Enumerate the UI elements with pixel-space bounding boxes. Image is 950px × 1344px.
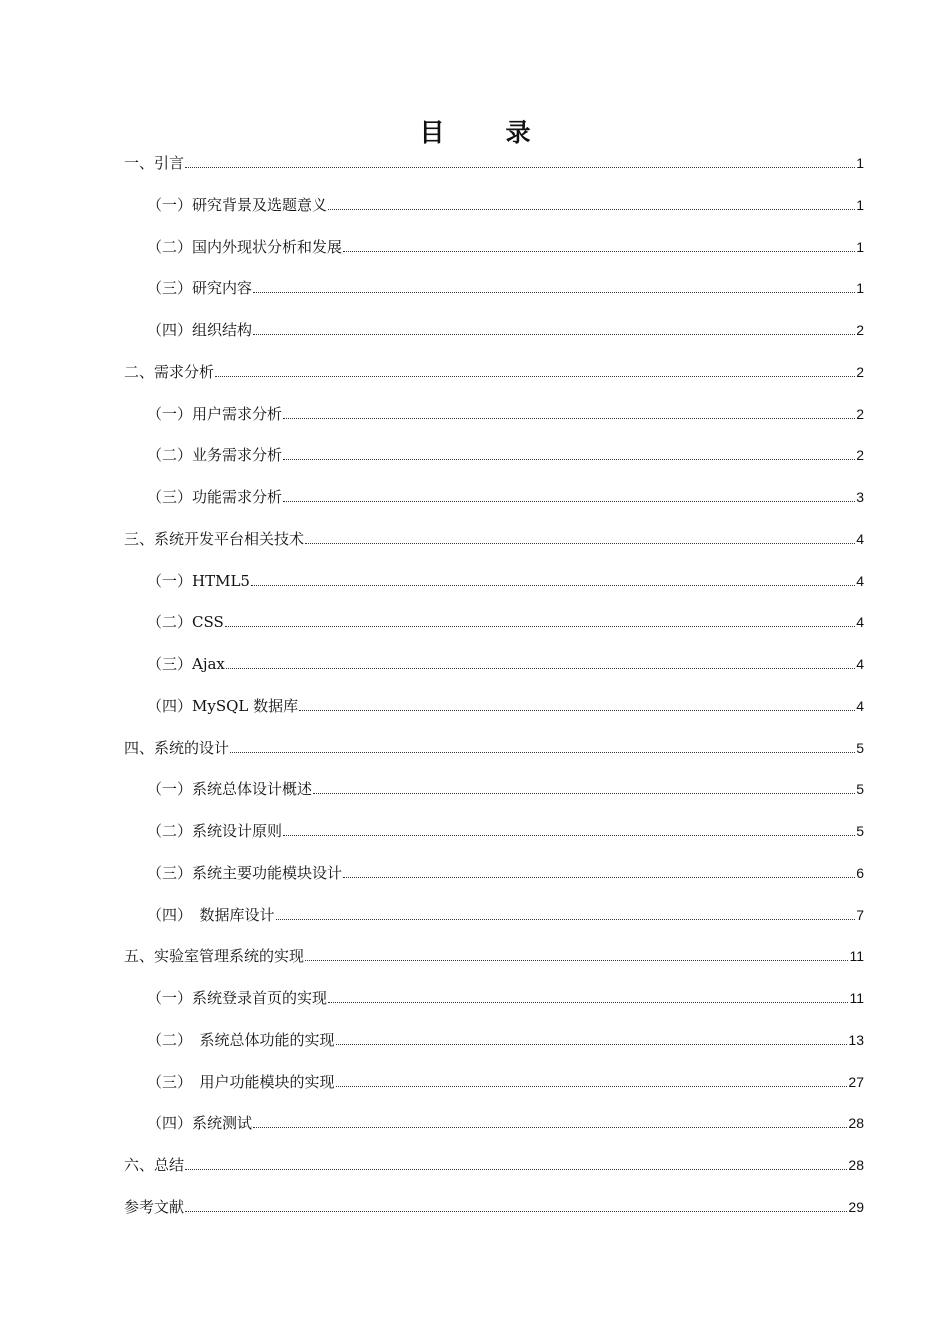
toc-entry[interactable]	[124, 525, 864, 549]
dot-leader	[283, 418, 855, 419]
dot-leader	[276, 919, 856, 920]
dot-leader	[336, 1044, 848, 1045]
dot-leader	[253, 1127, 847, 1128]
toc-entry-page-number: 4	[856, 698, 864, 714]
toc-entry[interactable]	[147, 817, 864, 841]
toc-entry-page-number: 1	[856, 239, 864, 255]
toc-entry-label: （二）国内外现状分析和发展	[147, 238, 343, 256]
toc-entry[interactable]	[147, 274, 864, 298]
dot-leader	[253, 292, 855, 293]
toc-entry-label: （四） 数据库设计	[147, 906, 275, 924]
toc-entry-page-number: 4	[856, 573, 864, 589]
dot-leader	[230, 752, 855, 753]
dot-leader	[305, 960, 848, 961]
dot-leader	[305, 543, 855, 544]
toc-entry-page-number: 1	[856, 280, 864, 296]
toc-entry-label: 五、实验室管理系统的实现	[124, 947, 305, 965]
dot-leader	[328, 209, 855, 210]
toc-entry-label: （一）系统登录首页的实现	[147, 989, 328, 1007]
toc-entry[interactable]	[147, 1109, 864, 1133]
toc-entry[interactable]	[147, 483, 864, 507]
toc-entry[interactable]	[124, 1151, 864, 1175]
toc-entry-page-number: 4	[856, 614, 864, 630]
toc-entry-label: （一）系统总体设计概述	[147, 780, 313, 798]
toc-entry[interactable]	[147, 608, 864, 632]
toc-entry-label: 四、系统的设计	[124, 739, 230, 757]
toc-entry-label: 参考文献	[124, 1198, 185, 1216]
toc-entry-label: 六、总结	[124, 1156, 185, 1174]
dot-leader	[283, 459, 855, 460]
toc-entry-page-number: 2	[856, 447, 864, 463]
toc-entry-label: 一、引言	[124, 154, 185, 172]
toc-entry-page-number: 11	[849, 990, 864, 1006]
toc-entry-page-number: 27	[848, 1074, 864, 1090]
toc-entry-label: （三）功能需求分析	[147, 488, 283, 506]
toc-entry-label: （二）CSS	[147, 613, 224, 631]
toc-entry-page-number: 2	[856, 322, 864, 338]
toc-title: 目 录	[419, 118, 549, 147]
toc-entry-label: （三）研究内容	[147, 279, 253, 297]
toc-entry[interactable]	[124, 942, 864, 966]
toc-entry[interactable]	[147, 692, 864, 716]
toc-entry-label: （一）用户需求分析	[147, 405, 283, 423]
toc-entry-page-number: 6	[856, 865, 864, 881]
toc-entry[interactable]	[147, 567, 864, 591]
toc-entry-label: 二、需求分析	[124, 363, 215, 381]
toc-entry[interactable]	[147, 400, 864, 424]
dot-leader	[328, 1002, 848, 1003]
toc-entry-page-number: 4	[856, 531, 864, 547]
toc-entry-page-number: 7	[856, 907, 864, 923]
dot-leader	[343, 877, 855, 878]
toc-entry-page-number: 5	[856, 781, 864, 797]
toc-entry-page-number: 28	[848, 1115, 864, 1131]
toc-entry-page-number: 1	[856, 197, 864, 213]
toc-entry-label: （一）研究背景及选题意义	[147, 196, 328, 214]
toc-entry-page-number: 11	[849, 948, 864, 964]
toc-entry-label: （二）业务需求分析	[147, 446, 283, 464]
toc-entry-page-number: 13	[848, 1032, 864, 1048]
toc-entry-label: （一）HTML5	[147, 572, 250, 590]
toc-entry-label: （三）Ajax	[147, 655, 225, 673]
toc-entry[interactable]	[147, 775, 864, 799]
dot-leader	[283, 835, 855, 836]
toc-entry-page-number: 29	[848, 1199, 864, 1215]
toc-entry-page-number: 1	[856, 155, 864, 171]
dot-leader	[185, 167, 855, 168]
dot-leader	[299, 710, 855, 711]
toc-entry-label: （二）系统设计原则	[147, 822, 283, 840]
toc-entry[interactable]	[147, 233, 864, 257]
toc-entry-label: （三）系统主要功能模块设计	[147, 864, 343, 882]
toc-entry-page-number: 3	[856, 489, 864, 505]
dot-leader	[313, 793, 855, 794]
dot-leader	[225, 626, 855, 627]
toc-entry-label: （四）MySQL 数据库	[147, 697, 299, 715]
dot-leader	[253, 334, 855, 335]
toc-entry-label: （二） 系统总体功能的实现	[147, 1031, 335, 1049]
toc-entry-label: （四）组织结构	[147, 321, 253, 339]
toc-entry-label: 三、系统开发平台相关技术	[124, 530, 305, 548]
toc-entry[interactable]	[147, 901, 864, 925]
toc-entry-label: （四）系统测试	[147, 1114, 253, 1132]
toc-entry[interactable]	[147, 316, 864, 340]
dot-leader	[185, 1169, 847, 1170]
toc-entry-page-number: 2	[856, 364, 864, 380]
dot-leader	[185, 1211, 847, 1212]
toc-entry-page-number: 5	[856, 740, 864, 756]
toc-entry[interactable]	[147, 1068, 864, 1092]
toc-entry[interactable]	[124, 1193, 864, 1217]
toc-entry[interactable]	[147, 650, 864, 674]
toc-entry-page-number: 28	[848, 1157, 864, 1173]
toc-entry[interactable]	[147, 984, 864, 1008]
toc-entry[interactable]	[147, 441, 864, 465]
toc-entry[interactable]	[147, 859, 864, 883]
dot-leader	[215, 376, 855, 377]
dot-leader	[251, 585, 855, 586]
toc-entry-page-number: 5	[856, 823, 864, 839]
toc-entry-page-number: 4	[856, 656, 864, 672]
dot-leader	[226, 668, 855, 669]
toc-entry-label: （三） 用户功能模块的实现	[147, 1073, 335, 1091]
toc-entry-page-number: 2	[856, 406, 864, 422]
dot-leader	[283, 501, 855, 502]
toc-entry[interactable]	[147, 1026, 864, 1050]
toc-entry[interactable]	[124, 149, 864, 173]
toc-entry[interactable]	[147, 191, 864, 215]
dot-leader	[343, 251, 855, 252]
toc-entry[interactable]	[124, 358, 864, 382]
toc-entry[interactable]	[124, 734, 864, 758]
dot-leader	[336, 1086, 848, 1087]
